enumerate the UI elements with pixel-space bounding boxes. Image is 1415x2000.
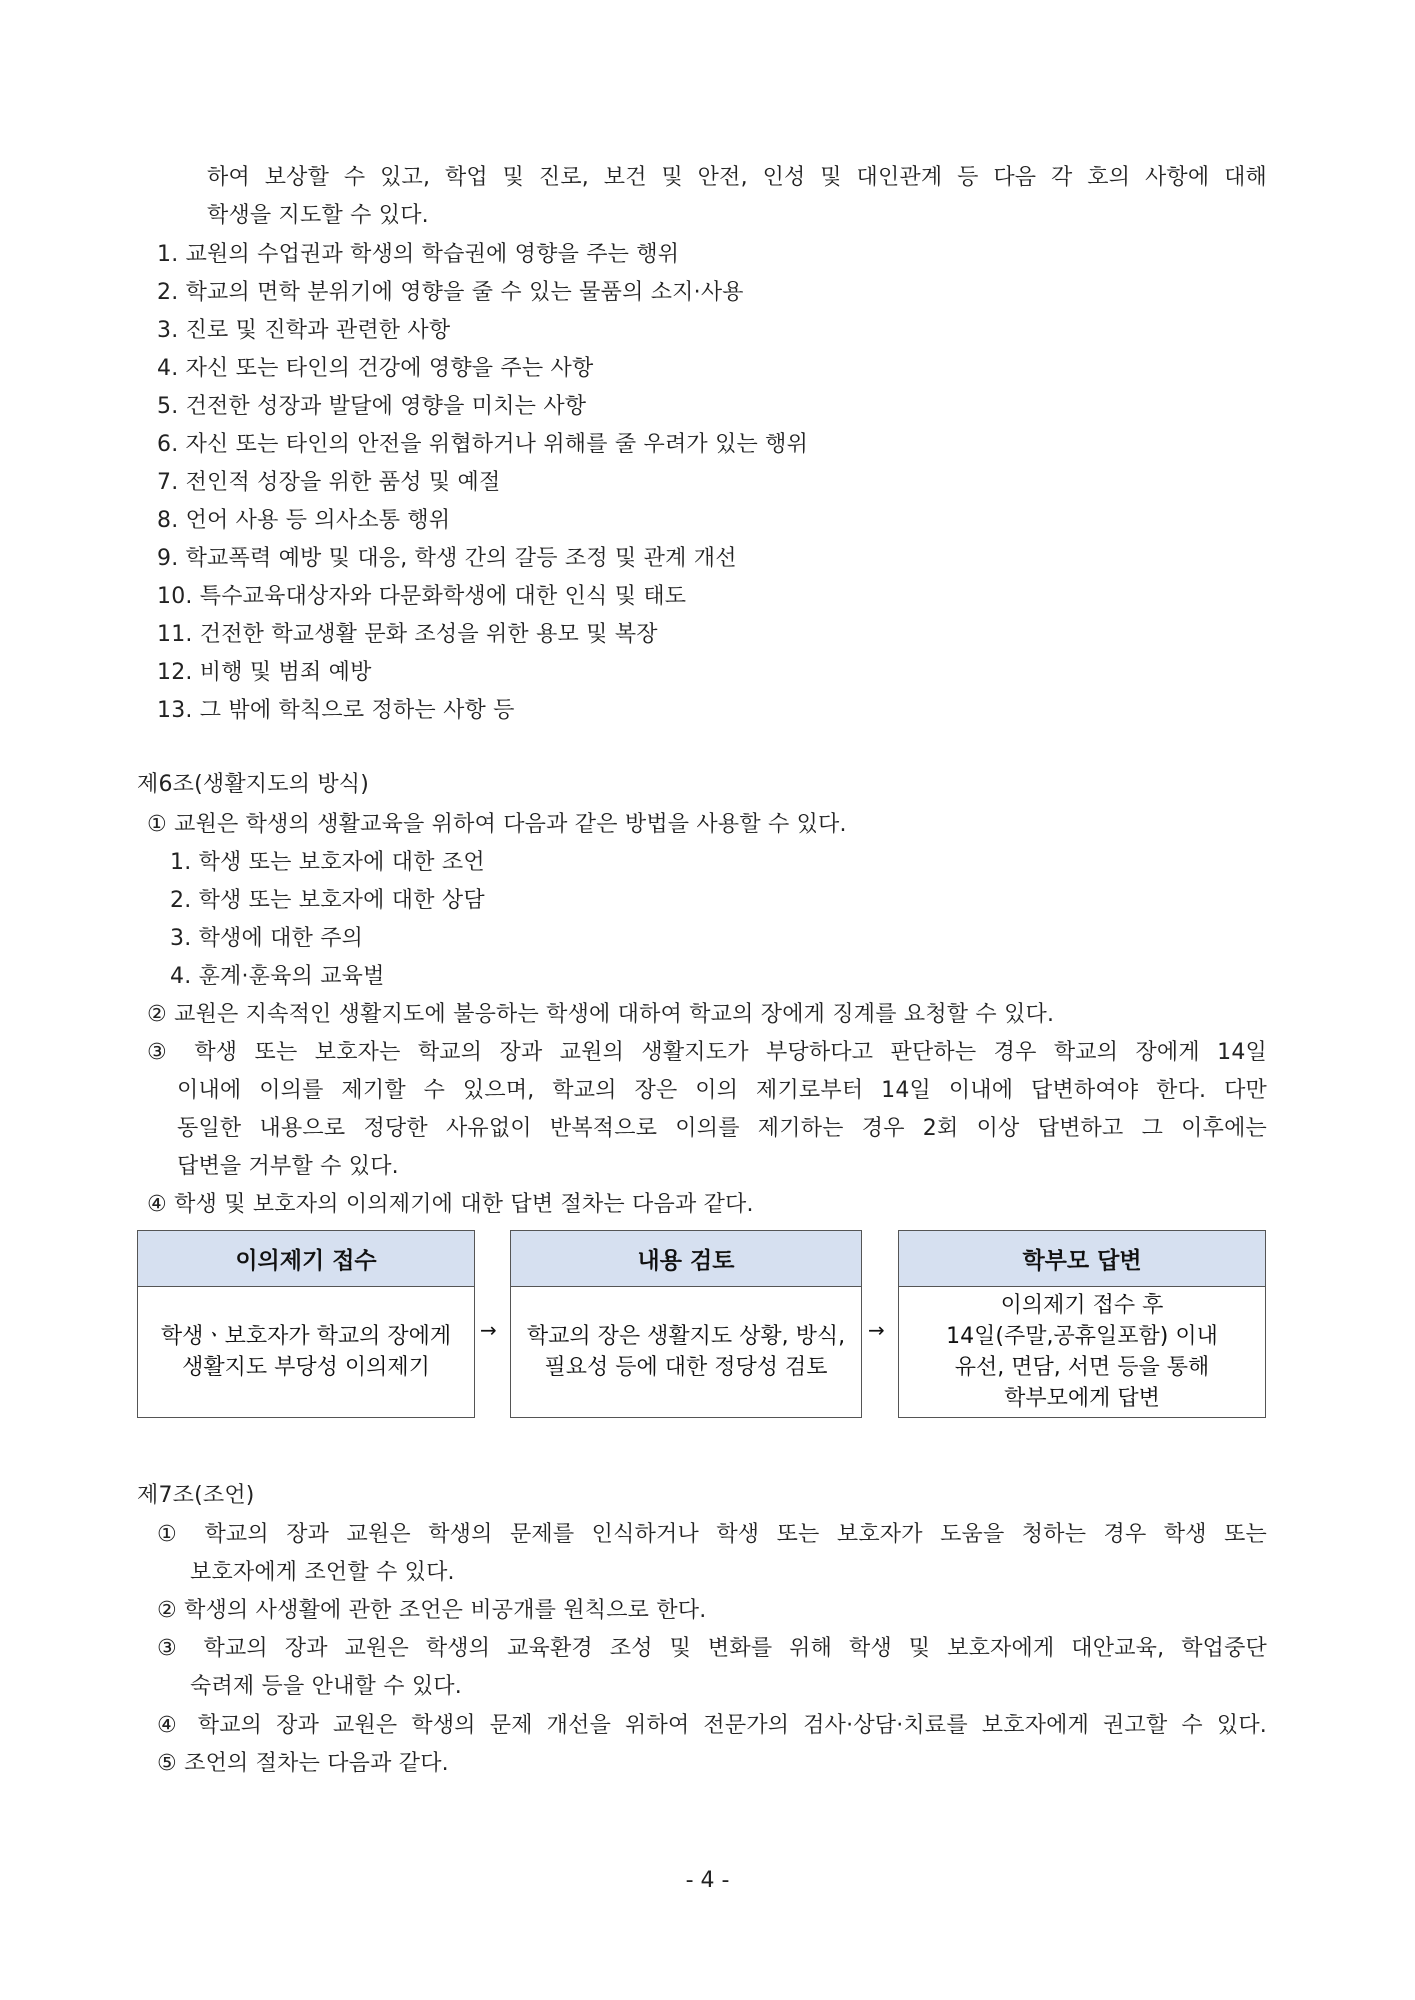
flow-step-header: 내용 검토	[511, 1231, 861, 1287]
article6-item: 4. 훈계·훈육의 교육벌	[170, 964, 385, 989]
article6-paragraph-1: ① 교원은 학생의 생활교육을 위하여 다음과 같은 방법을 사용할 수 있다.	[147, 812, 847, 837]
article5-item: 10. 특수교육대상자와 다문화학생에 대한 인식 및 태도	[157, 584, 687, 609]
flow-step-body-line: 생활지도 부당성 이의제기	[182, 1355, 430, 1380]
article6-paragraph-3-line: 답변을 거부할 수 있다.	[177, 1154, 399, 1179]
article7-paragraph-3-line: ③ 학교의 장과 교원은 학생의 교육환경 조성 및 변화를 위해 학생 및 보호자에게 대안교육, 학업중단	[157, 1636, 1267, 1661]
article7-paragraph-4: ④ 학교의 장과 교원은 학생의 문제 개선을 위하여 전문가의 검사·상담·치료를 보호자에게 권고할 수 있다.	[157, 1713, 1267, 1738]
flow-step-header: 이의제기 접수	[138, 1231, 474, 1287]
article5-item: 9. 학교폭력 예방 및 대응, 학생 간의 갈등 조정 및 관계 개선	[157, 546, 737, 571]
article6-item: 3. 학생에 대한 주의	[170, 926, 364, 951]
article5-item: 12. 비행 및 범죄 예방	[157, 660, 372, 685]
article6-title: 제6조(생활지도의 방식)	[137, 772, 370, 797]
flow-step-header: 학부모 답변	[899, 1231, 1265, 1287]
article6-item: 1. 학생 또는 보호자에 대한 조언	[170, 850, 485, 875]
flow-step-body-line: 학교의 장은 생활지도 상황, 방식,	[526, 1324, 846, 1349]
flow-step-body-line: 이의제기 접수 후	[1000, 1293, 1164, 1318]
flow-step-body-line: 14일(주말,공휴일포함) 이내	[946, 1324, 1218, 1349]
flow-step-body-line: 필요성 등에 대한 정당성 검토	[544, 1355, 828, 1380]
flow-step-body-line: 학생ㆍ보호자가 학교의 장에게	[160, 1324, 452, 1349]
article5-continuation-line1: 하여 보상할 수 있고, 학업 및 진로, 보건 및 안전, 인성 및 대인관계 등 다음 각 호의 사항에 대해	[207, 165, 1267, 190]
article5-item: 3. 진로 및 진학과 관련한 사항	[157, 318, 451, 343]
flow-step-body	[899, 1287, 1265, 1417]
flow-step-body	[138, 1287, 474, 1417]
page-number: - 4 -	[685, 1868, 730, 1893]
article6-paragraph-2: ② 교원은 지속적인 생활지도에 불응하는 학생에 대하여 학교의 장에게 징계를 요청할 수 있다.	[147, 1002, 1055, 1027]
article6-paragraph-3-line: 동일한 내용으로 정당한 사유없이 반복적으로 이의를 제기하는 경우 2회 이상 답변하고 그 이후에는	[177, 1116, 1267, 1141]
article6-paragraph-3-line: 이내에 이의를 제기할 수 있으며, 학교의 장은 이의 제기로부터 14일 이내에 답변하여야 한다. 다만	[177, 1078, 1267, 1103]
article7-paragraph-3-line: 숙려제 등을 안내할 수 있다.	[190, 1674, 462, 1699]
flow-step-parent-response	[898, 1230, 1266, 1418]
flow-step-content-review	[510, 1230, 862, 1418]
article5-item: 7. 전인적 성장을 위한 품성 및 예절	[157, 470, 501, 495]
flow-step-objection-receipt	[137, 1230, 475, 1418]
article5-item: 5. 건전한 성장과 발달에 영향을 미치는 사항	[157, 394, 587, 419]
objection-response-flowchart	[137, 1230, 1267, 1420]
article5-item: 8. 언어 사용 등 의사소통 행위	[157, 508, 451, 533]
article5-item: 13. 그 밖에 학칙으로 정하는 사항 등	[157, 698, 515, 723]
article5-item: 2. 학교의 면학 분위기에 영향을 줄 수 있는 물품의 소지·사용	[157, 280, 744, 305]
flow-step-body-line: 학부모에게 답변	[1004, 1386, 1160, 1411]
flow-arrow-icon: →	[480, 1318, 497, 1342]
article5-item: 1. 교원의 수업권과 학생의 학습권에 영향을 주는 행위	[157, 242, 680, 267]
article5-item: 11. 건전한 학교생활 문화 조성을 위한 용모 및 복장	[157, 622, 658, 647]
article5-item: 6. 자신 또는 타인의 안전을 위협하거나 위해를 줄 우려가 있는 행위	[157, 432, 809, 457]
article7-title: 제7조(조언)	[137, 1483, 255, 1508]
article6-paragraph-3-line: ③ 학생 또는 보호자는 학교의 장과 교원의 생활지도가 부당하다고 판단하는 경우 학교의 장에게 14일	[147, 1040, 1267, 1065]
article5-item: 4. 자신 또는 타인의 건강에 영향을 주는 사항	[157, 356, 594, 381]
flow-arrow-icon: →	[868, 1318, 885, 1342]
article5-continuation-line2: 학생을 지도할 수 있다.	[207, 203, 429, 228]
article6-item: 2. 학생 또는 보호자에 대한 상담	[170, 888, 485, 913]
article7-paragraph-1-line: 보호자에게 조언할 수 있다.	[190, 1560, 455, 1585]
flow-step-body-line: 유선, 면담, 서면 등을 통해	[954, 1355, 1210, 1380]
article7-paragraph-1-line: ① 학교의 장과 교원은 학생의 문제를 인식하거나 학생 또는 보호자가 도움을 청하는 경우 학생 또는	[157, 1522, 1267, 1547]
article7-paragraph-5: ⑤ 조언의 절차는 다음과 같다.	[157, 1751, 449, 1776]
article7-paragraph-2: ② 학생의 사생활에 관한 조언은 비공개를 원칙으로 한다.	[157, 1598, 707, 1623]
flow-step-body	[511, 1287, 861, 1417]
article6-paragraph-4: ④ 학생 및 보호자의 이의제기에 대한 답변 절차는 다음과 같다.	[147, 1192, 754, 1217]
